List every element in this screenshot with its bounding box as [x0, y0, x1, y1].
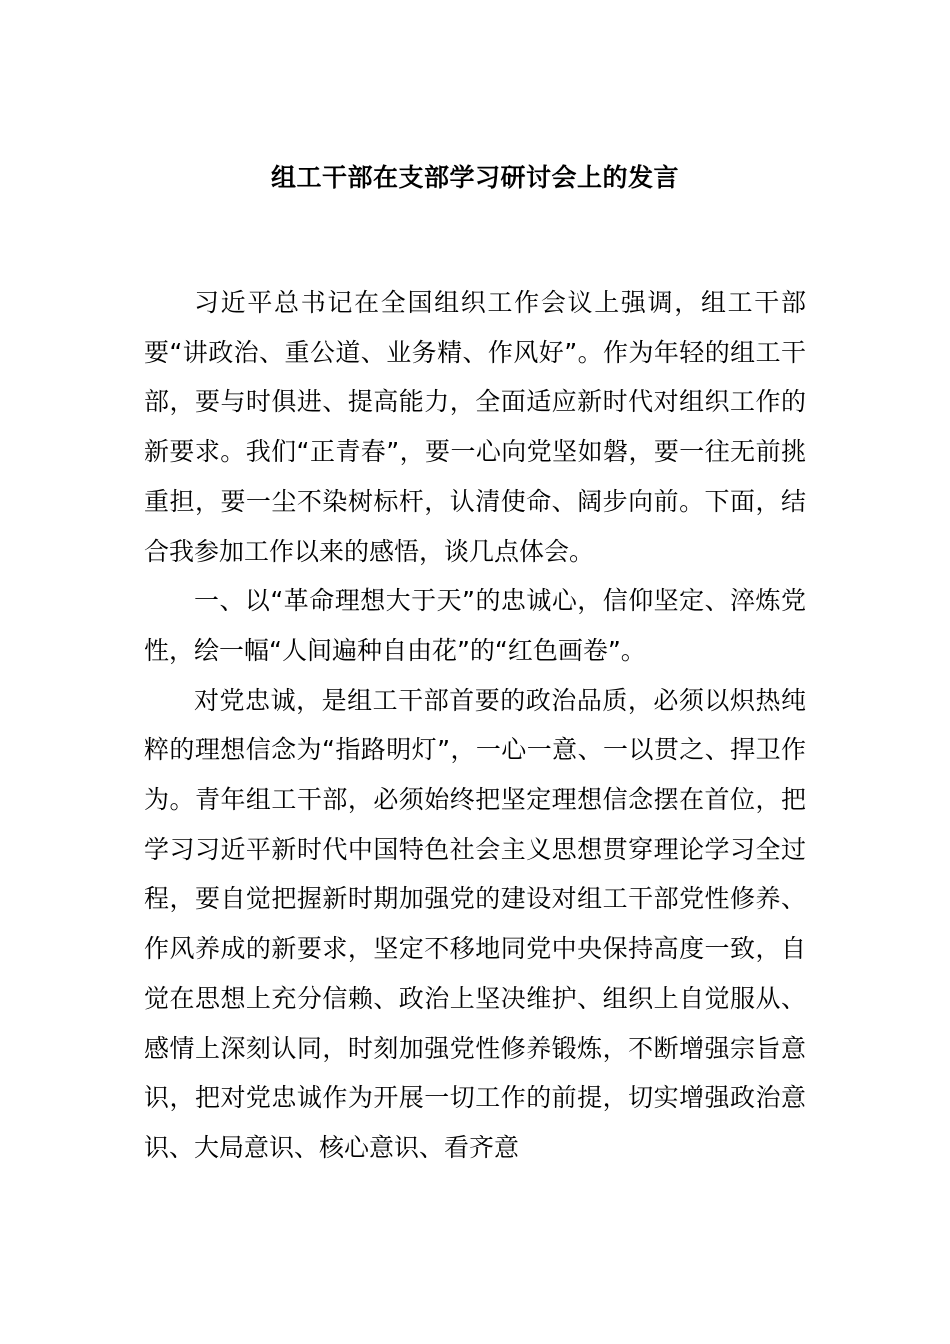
paragraph-intro: 习近平总书记在全国组织工作会议上强调，组工干部要“讲政治、重公道、业务精、作风好”。作为年轻的组工干部，要与时俱进、提高能力，全面适应新时代对组织工作的新要求。我们“正青春”，要一心向党坚如磐，要一往无前挑重担，要一尘不染树标杆，认清使命、阔步向前。下面，结合我参加工作以来的感悟，谈几点体会。	[144, 288, 806, 566]
paragraph-loyalty: 对党忠诚，是组工干部首要的政治品质，必须以炽热纯粹的理想信念为“指路明灯”，一心一意、一以贯之、捍卫作为。青年组工干部，必须始终把坚定理想信念摆在首位，把学习习近平新时代中国特色社会主义思想贯穿理论学习全过程，要自觉把握新时期加强党的建设对组工干部党性修养、作风养成的新要求，坚定不移地同党中央保持高度一致，自觉在思想上充分信赖、政治上坚决维护、组织上自觉服从、感情上深刻认同，时刻加强党性修养锻炼，不断增强宗旨意识，把对党忠诚作为开展一切工作的前提，切实增强政治意识、大局意识、核心意识、看齐意	[144, 685, 806, 1162]
document-body	[144, 278, 806, 1173]
document-title: 组工干部在支部学习研讨会上的发言	[270, 163, 679, 192]
paragraph-section-heading-1: 一、以“革命理想大于天”的忠诚心，信仰坚定、淬炼党性，绘一幅“人间遍种自由花”的“红色画卷”。	[144, 586, 806, 665]
